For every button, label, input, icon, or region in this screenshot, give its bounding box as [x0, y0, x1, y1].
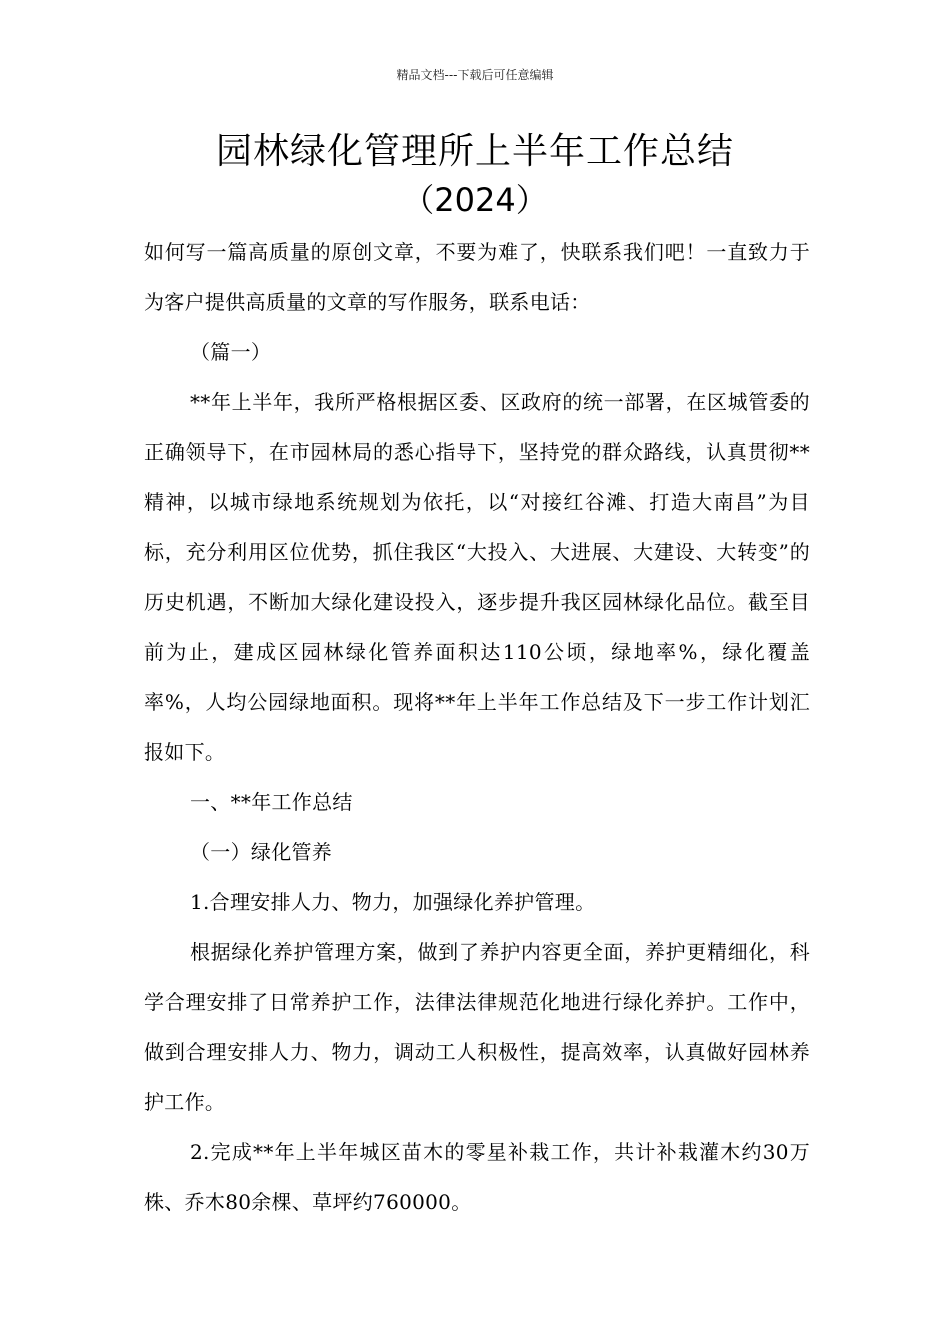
section-heading: 一、**年工作总结	[190, 790, 353, 814]
subsection-heading: （一）绿化管养	[190, 840, 333, 864]
item-heading: 1.合理安排人力、物力，加强绿化养护管理。	[190, 890, 596, 914]
body-paragraph: 根据绿化养护管理方案，做到了养护内容更全面，养护更精细化，科学合理安排了日常养护工作，法律法律规范化地进行绿化养护。工作中，做到合理安排人力、物力，调动工人积极性，提高效率，认真做好园林养护工作。	[144, 940, 810, 1114]
document-body	[144, 227, 810, 1227]
item-paragraph: 2.完成**年上半年城区苗木的零星补栽工作，共计补栽灌木约30万株、乔木80余棵、草坪约760000。	[144, 1140, 810, 1214]
intro-paragraph: 如何写一篇高质量的原创文章，不要为难了，快联系我们吧！一直致力于为客户提供高质量的文章的写作服务，联系电话：	[144, 240, 810, 314]
page-header: 精品文档---下载后可任意编辑	[396, 68, 554, 82]
section-label: （篇一）	[190, 340, 272, 364]
document-subtitle: （2024）	[402, 181, 548, 219]
body-paragraph: **年上半年，我所严格根据区委、区政府的统一部署，在区城管委的正确领导下，在市园林局的悉心指导下，坚持党的群众路线，认真贯彻**精神，以城市绿地系统规划为依托，以“对接红谷滩、打造大南昌”为目标，充分利用区位优势，抓住我区“大投入、大进展、大建设、大转变”的历史机遇，不断加大绿化建设投入，逐步提升我区园林绿化品位。截至目前为止，建成区园林绿化管养面积达110公顷，绿地率%，绿化覆盖率%，人均公园绿地面积。现将**年上半年工作总结及下一步工作计划汇报如下。	[144, 390, 810, 764]
document-title: 园林绿化管理所上半年工作总结	[215, 131, 734, 172]
